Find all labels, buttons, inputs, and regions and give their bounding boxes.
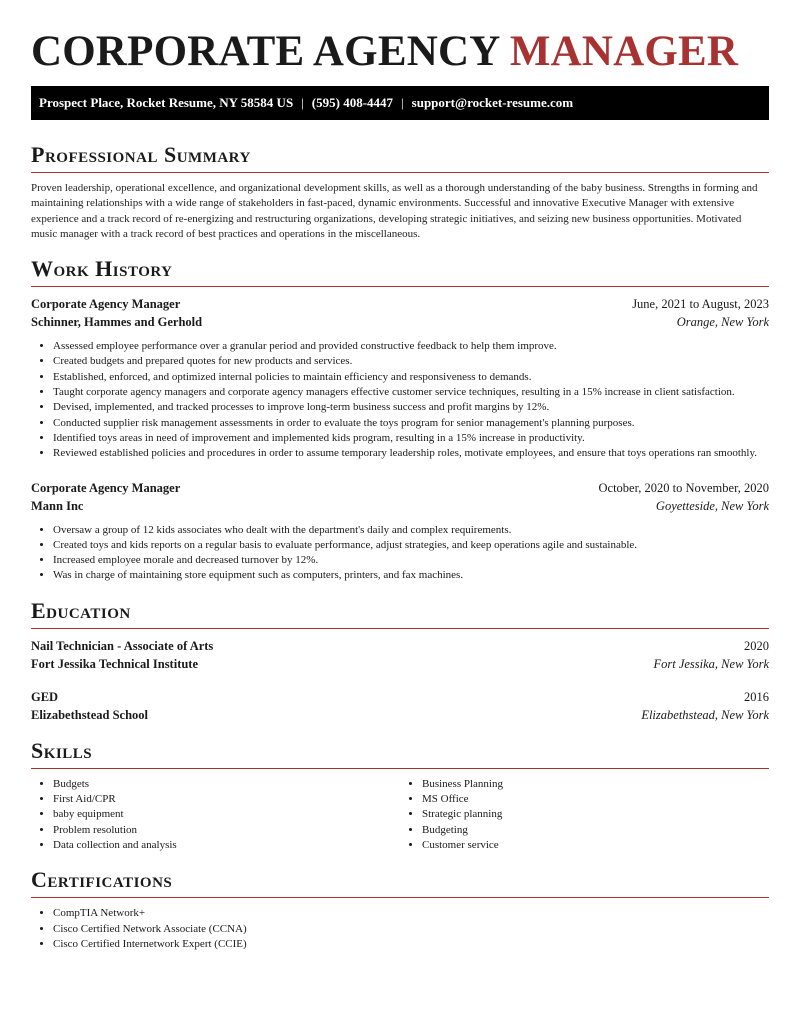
education-degree: GED	[31, 689, 59, 704]
education-location: Elizabethstead, New York	[641, 707, 769, 722]
job-header-row	[31, 479, 769, 497]
skill-item: • Budgets	[53, 777, 400, 792]
list-item: • Devised, implemented, and tracked processes to improve long-term business success and profit margins by 12%.	[53, 400, 769, 415]
contact-phone: (595) 408-4447	[311, 95, 394, 110]
skills-heading: Skills	[31, 737, 93, 763]
job-company-row	[31, 313, 769, 331]
certifications-heading: Certifications	[31, 867, 173, 893]
job-dates: October, 2020 to November, 2020	[598, 480, 769, 495]
work-history-heading: Work History	[31, 256, 173, 282]
job-company-row	[31, 497, 769, 515]
education-school: Elizabethstead School	[31, 707, 149, 722]
summary-heading: Professional Summary	[31, 142, 251, 167]
list-item: • Created toys and kids reports on a regular basis to evaluate performance, adjust strategies, and keep operations agile and sustainable.	[53, 538, 769, 553]
contact-separator: |	[401, 95, 404, 110]
education-section	[31, 597, 769, 724]
list-item: • Conducted supplier risk management assessments in order to evaluate the toys program for senior management's planning purposes.	[53, 416, 769, 431]
contact-separator: |	[301, 95, 304, 110]
section-divider	[31, 286, 769, 287]
job-entry	[31, 479, 769, 584]
work-history-section	[31, 255, 769, 584]
skills-list-left	[31, 777, 400, 853]
resume-name	[31, 0, 769, 78]
contact-address: Prospect Place, Rocket Resume, NY 58584 US	[39, 95, 294, 110]
certifications-list	[31, 906, 769, 952]
summary-section	[31, 141, 769, 242]
summary-text: Proven leadership, operational excellence, and organizational development skills, as well as a thorough understanding of the baby business. Strengths in forming and maintaining relationships with a wide range of stakeholders in fast-paced, dynamic environments. Successful and innovative Executive Manager with extensive experience and a track record of re-energizing and restructuring organizations, developing strategic initiatives, and seizing new business opportunities. Motivated music manager with a track record of best practices and operations in the miscellaneous.	[31, 182, 758, 240]
education-school-row	[31, 655, 769, 673]
skill-item: • Customer service	[422, 838, 769, 853]
list-item: • Assessed employee performance over a granular period and provided constructive feedback to help them improve.	[53, 339, 769, 354]
skill-item: • MS Office	[422, 792, 769, 807]
education-entry	[31, 688, 769, 724]
skill-item: • Strategic planning	[422, 807, 769, 822]
section-divider	[31, 628, 769, 629]
job-entry	[31, 295, 769, 461]
education-header-row	[31, 688, 769, 706]
education-location: Fort Jessika, New York	[653, 656, 769, 671]
education-school-row	[31, 706, 769, 724]
skill-item: • Problem resolution	[53, 823, 400, 838]
list-item: • Was in charge of maintaining store equipment such as computers, printers, and fax machines.	[53, 568, 769, 583]
job-company: Schinner, Hammes and Gerhold	[31, 315, 203, 330]
job-bullets	[31, 523, 769, 584]
skill-item: • baby equipment	[53, 807, 400, 822]
certification-item: • Cisco Certified Network Associate (CCNA)	[53, 922, 769, 937]
education-year: 2020	[744, 638, 769, 653]
education-header-row	[31, 637, 769, 655]
skill-item: • First Aid/CPR	[53, 792, 400, 807]
certification-item: • CompTIA Network+	[53, 906, 769, 921]
list-item: • Identified toys areas in need of improvement and implemented kids program, resulting in a 15% increase in productivity.	[53, 431, 769, 446]
contact-email: support@rocket-resume.com	[411, 95, 574, 110]
job-header-row	[31, 295, 769, 313]
job-dates: June, 2021 to August, 2023	[632, 297, 769, 312]
list-item: • Reviewed established policies and procedures in order to assume temporary leadership roles, motivate employees, and ensure that toys operations ran smoothly.	[53, 446, 769, 461]
skill-item: • Budgeting	[422, 823, 769, 838]
name-last: MANAGER	[509, 28, 739, 75]
list-item: • Established, enforced, and optimized internal policies to maintain efficiency and responsiveness to demands.	[53, 370, 769, 385]
education-entry	[31, 637, 769, 673]
contact-bar	[31, 86, 769, 120]
list-item: • Increased employee morale and decreased turnover by 12%.	[53, 553, 769, 568]
list-item: • Created budgets and prepared quotes for new products and services.	[53, 354, 769, 369]
education-year: 2016	[744, 689, 769, 704]
education-school: Fort Jessika Technical Institute	[31, 656, 199, 671]
skill-item: • Data collection and analysis	[53, 838, 400, 853]
skill-item: • Business Planning	[422, 777, 769, 792]
skills-list-right	[400, 777, 769, 853]
certifications-section	[31, 866, 769, 952]
list-item: • Taught corporate agency managers and corporate agency managers effective customer service techniques, resulting in a 15% increase in client satisfaction.	[53, 385, 769, 400]
job-company: Mann Inc	[31, 498, 84, 513]
job-role: Corporate Agency Manager	[31, 480, 181, 495]
job-location: Goyetteside, New York	[655, 498, 769, 513]
job-bullets	[31, 339, 769, 461]
name-first: CORPORATE AGENCY	[31, 28, 499, 75]
skills-columns	[31, 769, 769, 853]
list-item: • Oversaw a group of 12 kids associates who dealt with the department's daily and complex requirements.	[53, 523, 769, 538]
education-heading: Education	[31, 597, 131, 623]
education-degree: Nail Technician - Associate of Arts	[31, 638, 214, 653]
skills-section	[31, 737, 769, 853]
job-role: Corporate Agency Manager	[31, 297, 181, 312]
section-divider	[31, 897, 769, 898]
job-location: Orange, New York	[676, 315, 769, 330]
certification-item: • Cisco Certified Internetwork Expert (CCIE)	[53, 937, 769, 952]
section-divider	[31, 172, 769, 173]
